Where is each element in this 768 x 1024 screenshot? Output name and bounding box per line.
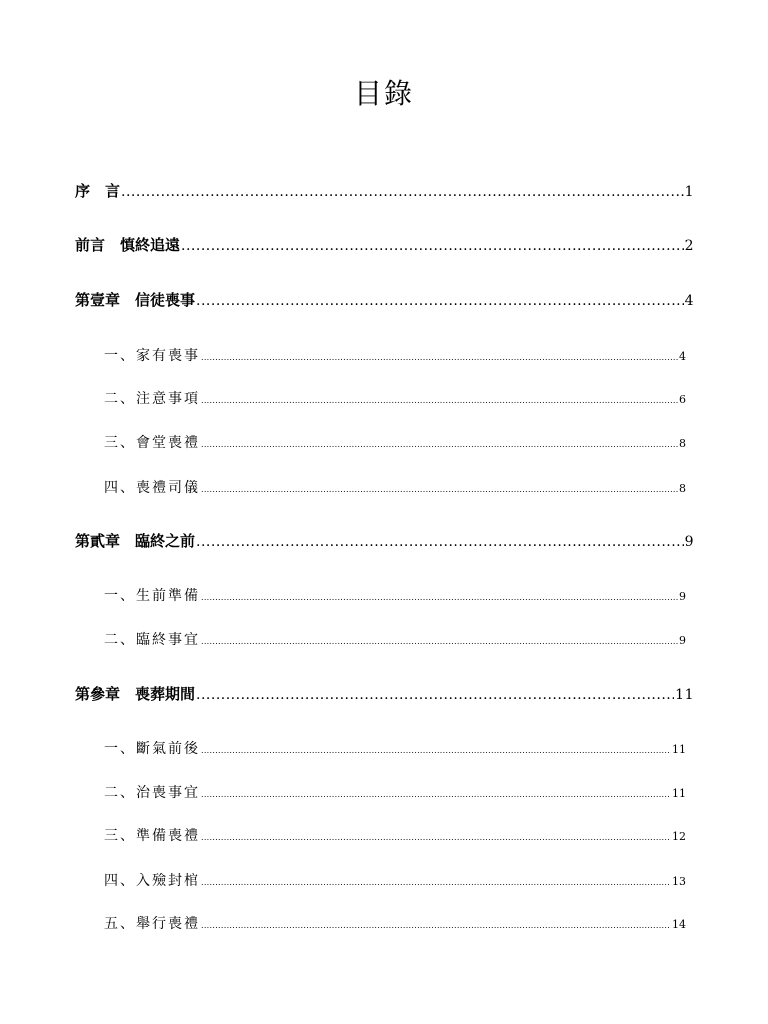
toc-entry-label: 一、斷氣前後 [104, 741, 200, 757]
toc-entry-label: 一、家有喪事 [104, 348, 200, 364]
toc-page-number: 4 [684, 293, 694, 309]
dot-leader [121, 184, 684, 200]
toc-entry-label: 三、會堂喪禮 [104, 435, 200, 451]
toc-subentry[interactable] [104, 870, 686, 890]
toc-subentry[interactable] [104, 477, 686, 497]
dot-leader [201, 353, 678, 362]
dot-leader [201, 485, 678, 494]
toc-entry-label: 二、臨終事宜 [104, 632, 200, 648]
toc-entry-label: 序 言 [75, 182, 121, 200]
dot-leader [201, 637, 678, 646]
toc-page-number: 1 [684, 184, 694, 200]
dot-leader [181, 238, 684, 254]
toc-page-number: 4 [679, 350, 686, 363]
toc-page-number: 9 [679, 634, 686, 647]
toc-entry-label: 前言 慎終追遠 [75, 236, 181, 254]
toc-page-number: 13 [672, 875, 686, 888]
toc-page-number: 12 [672, 830, 686, 843]
toc-subentry[interactable] [104, 825, 686, 845]
toc-subentry[interactable] [104, 913, 686, 933]
toc-page-number: 11 [675, 687, 694, 703]
toc-entry-label: 第壹章 信徒喪事 [75, 291, 196, 309]
dot-leader [196, 534, 684, 550]
toc-entry-preface[interactable] [75, 180, 694, 201]
toc-page-number: 2 [684, 238, 694, 254]
dot-leader [201, 921, 671, 930]
toc-page-number: 11 [672, 743, 686, 756]
toc-subentry[interactable] [104, 629, 686, 649]
toc-page-number: 14 [672, 918, 686, 931]
dot-leader [201, 396, 678, 405]
toc-subentry[interactable] [104, 738, 686, 758]
toc-entry-chapter-1[interactable] [75, 289, 694, 310]
toc-entry-chapter-2[interactable] [75, 530, 694, 551]
toc-entry-chapter-3[interactable] [75, 683, 694, 704]
toc-entry-label: 一、生前準備 [104, 588, 200, 604]
toc-subentry[interactable] [104, 388, 686, 408]
dot-leader [201, 593, 678, 602]
toc-page-number: 6 [679, 393, 686, 406]
toc-entry-label: 二、注意事項 [104, 391, 200, 407]
toc-entry-label: 第貳章 臨終之前 [75, 532, 196, 550]
dot-leader [201, 440, 678, 449]
toc-page-number: 8 [679, 482, 686, 495]
toc-entry-label: 四、入殮封棺 [104, 873, 200, 889]
toc-entry-foreword[interactable] [75, 234, 694, 255]
toc-entry-label: 三、準備喪禮 [104, 828, 200, 844]
toc-page-number: 9 [684, 534, 694, 550]
toc-entry-label: 第參章 喪葬期間 [75, 685, 196, 703]
page-title: 目錄 [353, 77, 414, 110]
toc-entry-label: 五、舉行喪禮 [104, 916, 200, 932]
dot-leader [201, 833, 671, 842]
dot-leader [201, 790, 671, 799]
toc-entry-label: 二、治喪事宜 [104, 785, 200, 801]
dot-leader [196, 687, 674, 703]
dot-leader [201, 878, 671, 887]
toc-subentry[interactable] [104, 585, 686, 605]
toc-entry-label: 四、喪禮司儀 [104, 480, 200, 496]
dot-leader [196, 293, 684, 309]
toc-page-number: 11 [672, 787, 686, 800]
dot-leader [201, 746, 671, 755]
toc-subentry[interactable] [104, 345, 686, 365]
toc-page-number: 9 [679, 590, 686, 603]
toc-page-number: 8 [679, 437, 686, 450]
toc-subentry[interactable] [104, 432, 686, 452]
toc-subentry[interactable] [104, 782, 686, 802]
